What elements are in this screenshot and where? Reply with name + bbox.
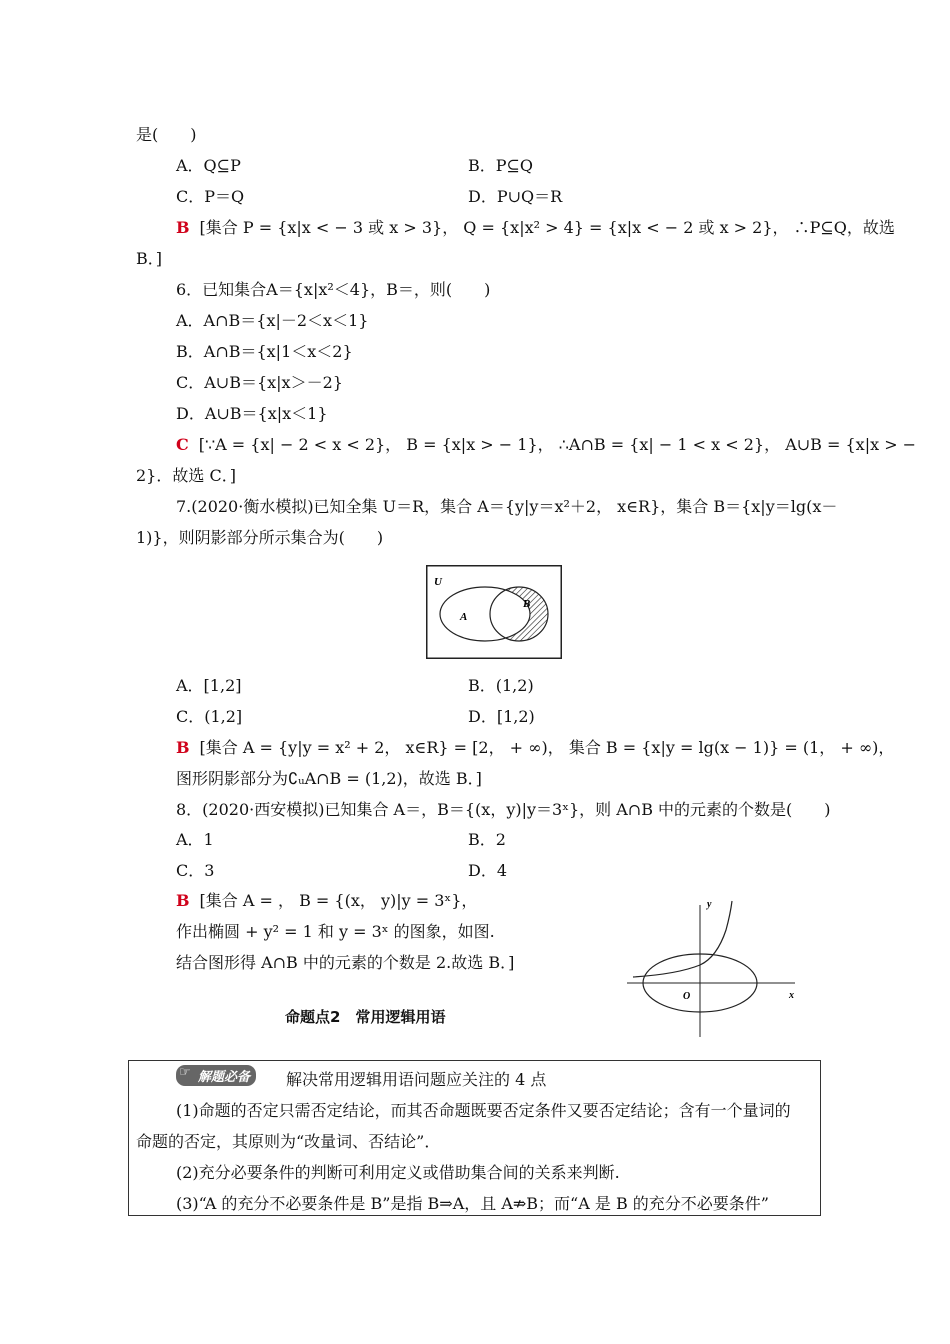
q5-answer-cont: B．] (136, 249, 163, 268)
q8-answer-line3: 结合图形得 A∩B 中的元素的个数是 2.故选 B．] (176, 953, 515, 972)
label-x: x (789, 990, 794, 1001)
tip-badge (176, 1065, 256, 1086)
q7-answer (176, 737, 894, 759)
q7-option-b: B．(1,2) (468, 676, 534, 695)
q5-option-a: A．Q⊆P (176, 156, 241, 175)
answer-text: [集合 A = {y|y = x² + 2， x∈R} = [2， + ∞)， 集合 B = {x|y = lg(x − 1)} = (1， + ∞)， (199, 738, 895, 757)
q8-option-b: B．2 (468, 830, 506, 849)
label-u: U (434, 576, 442, 588)
q8-answer (176, 890, 477, 912)
q6-answer (176, 434, 916, 456)
q7-answer-cont: 图形阴影部分为∁ᵤA∩B = (1,2)，故选 B．] (176, 769, 482, 788)
hand-pointer-icon: ☞ (179, 1065, 191, 1080)
q5-option-c: C．P＝Q (176, 187, 245, 206)
tip-point-2: (2)充分必要条件的判断可利用定义或借助集合间的关系来判断. (176, 1163, 620, 1182)
badge-label: 解题必备 (198, 1070, 251, 1085)
question7-cont: 1)}，则阴影部分所示集合为( ) (136, 528, 384, 547)
q6-option-a: A．A∩B＝{x|－2＜x＜1} (176, 311, 369, 330)
answer-letter: B (176, 738, 190, 757)
answer-letter: B (176, 218, 190, 237)
label-b: B (523, 598, 531, 610)
q8-answer-line2: 作出椭圆 + y² = 1 和 y = 3ˣ 的图象，如图. (176, 922, 495, 941)
question7: 7.(2020·衡水模拟)已知全集 U＝R，集合 A＝{y|y＝x²＋2， x∈R}，集合 B＝{x|y＝lg(x－ (176, 497, 838, 516)
q5-answer (176, 217, 895, 239)
q6-option-b: B．A∩B＝{x|1＜x＜2} (176, 342, 353, 361)
tip-point-1-cont: 命题的否定，其原则为“改量词、否结论”． (136, 1132, 441, 1151)
answer-letter: C (176, 435, 189, 454)
answer-text: [集合 P = {x|x < − 3 或 x > 3}， Q = {x|x² > 4} = {x|x < − 2 或 x > 2}， ∴P⊆Q，故选 (199, 218, 895, 237)
question5-tail: 是( ) (136, 125, 197, 144)
tip-point-3: (3)“A 的充分不必要条件是 B”是指 B⇒A，且 A⇏B；而“A 是 B 的充分不必要条件” (176, 1194, 769, 1213)
section-heading: 命题点2 常用逻辑用语 (285, 1008, 446, 1026)
q6-answer-cont: 2}．故选 C．] (136, 466, 236, 485)
q5-option-d: D．P∪Q＝R (468, 187, 563, 206)
q6-option-c: C．A∪B＝{x|x＞－2} (176, 373, 343, 392)
q8-option-c: C．3 (176, 861, 215, 880)
answer-letter: B (176, 891, 190, 910)
answer-text: [∵A = {x| − 2 < x < 2}， B = {x|x > − 1}， ∴A∩B = {x| − 1 < x < 2}， A∪B = {x|x > − (198, 435, 917, 454)
venn-diagram (426, 565, 562, 659)
q7-option-c: C．(1,2] (176, 707, 243, 726)
q8-option-a: A．1 (176, 830, 214, 849)
q5-option-b: B．P⊆Q (468, 156, 534, 175)
tip-title: 解决常用逻辑用语问题应关注的 4 点 (286, 1070, 547, 1089)
question8: 8．(2020·西安模拟)已知集合 A＝，B＝{(x，y)|y＝3ˣ}，则 A∩B 中的元素的个数是( ) (176, 800, 831, 819)
exponential-curve (633, 901, 732, 977)
question6: 6．已知集合A＝{x|x²＜4}，B＝，则( ) (176, 280, 491, 299)
answer-text: [集合 A = ， B = {(x， y)|y = 3ˣ}， (199, 891, 478, 910)
q7-option-a: A．[1,2] (176, 676, 242, 695)
label-y: y (707, 899, 712, 910)
q8-option-d: D．4 (468, 861, 508, 880)
label-origin: O (683, 991, 691, 1002)
q7-option-d: D．[1,2) (468, 707, 535, 726)
ellipse-exponential-graph (625, 895, 805, 1037)
tip-point-1: (1)命题的否定只需否定结论，而其否命题既要否定条件又要否定结论；含有一个量词的 (176, 1101, 791, 1120)
label-a: A (460, 611, 468, 623)
q6-option-d: D．A∪B＝{x|x＜1} (176, 404, 328, 423)
